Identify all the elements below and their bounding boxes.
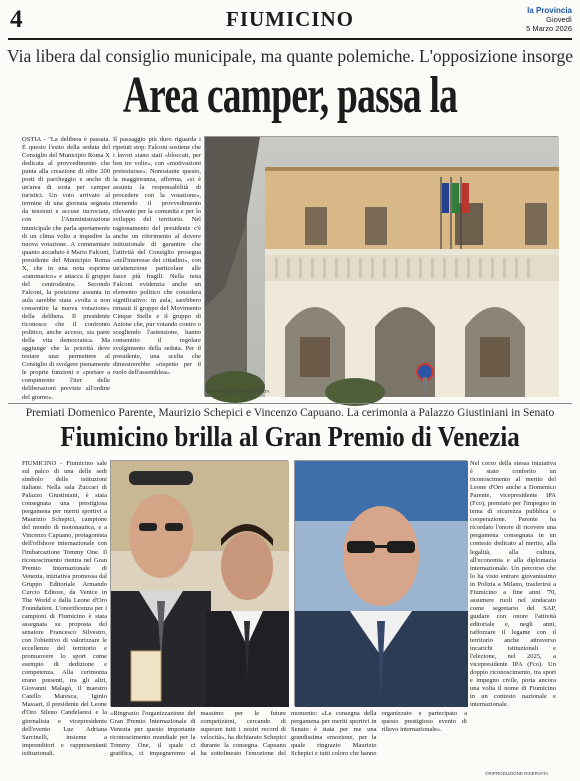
article2-column-1 [22, 460, 107, 772]
article1-column-2 [113, 136, 201, 394]
article2-column-2 [110, 710, 467, 774]
article1-kicker: Via libera dal consiglio municipale, ma quante polemiche. L'opposizione insorge [7, 46, 573, 66]
section-title: FIUMICINO [226, 7, 354, 31]
article-divider [8, 403, 572, 404]
newspaper-brand: la Provincia [527, 6, 572, 15]
page-number: 4 [10, 6, 23, 33]
town-hall-photo [204, 136, 558, 396]
masthead [526, 6, 572, 33]
article2-kicker: Premiati Domenico Parente, Maurizio Schepici e Vincenzo Capuano. La cerimonia a Palazzo Giustiniani in Senato [25, 407, 555, 419]
article2-photo-credit: ©RIPRODUZIONE RISERVATA [485, 771, 549, 776]
domenico-parente-photo [294, 460, 467, 706]
article1-text-col1: OSTIA - "La delibera è passata. È questo l'esito della seduta del Consiglio del Municipio Roma X dedicata al provvedimento che punta alla creazione di oltre 200 posti di parcheggio e anche di un'area di sosta per camper turistici. Un voto arrivato al termine di una giornata segnata da tensioni e accuse incrociate, con l'Amministrazione municipale che parla apertamente di un clima volto a impedire la nuova votazione. A commentare quanto accaduto è Mario Falconi, presidente del Municipio Roma X, che in una nota esprime «rammarico» e attacca il gruppo del centrodestra. Secondo Falconi, la posizione assunta in aula sarebbe stata «volta a non consentire la nuova votazione» della delibera. Il presidente riconosce che il confronto politico, anche acceso, sia parte della vita democratica. Ma aggiunge che la priorità deve restare una: permettere al Consiglio di svolgere pienamente le proprie funzioni e «portare a compimento l'iter delle deliberazioni previste all'ordine del giorno». [22, 136, 110, 401]
article2-headline: Fiumicino brilla al Gran Premio di Venezia [60, 421, 520, 453]
article2-text-col1: FIUMICINO - Fiumicino sale sul palco di una delle sedi simbolo delle istituzioni italiane. Nella sala Zuccari di Palazzo Giustiniani, è stata consegnata una prestigiosa pergamena per meriti sportivi a Maurizio Schepici, campione del mondo di motonautica, e a Vincenzo Capuano, protagonista dell'offshore internazionale con l'imbarcazione Tommy One. Il riconoscimento rientra nel Gran Premio Internazionale di Venezia, iniziativa promossa dal Gruppo Editoriale Armando Curcio Editore, da Venice in The World e dalla Leone d'Oro Foundation. L'onorificenza per i campioni di Fiumicino è stata assegnata su proposta del senatore Francesco Silvestro, con l'obiettivo di valorizzare le eccellenze del territorio e promuovere lo sport come esempio di dedizione e competenza. Alla cerimonia erano presenti, tra gli altri, Giovanni Malagò, il maestro Catello Maresca, Iginio Massari, il presidente del Leone d'Oro Sileno Candelaresi e la giornalista e vicepresidente dell'evento Luz Adriana Sarcinelli, insieme a imprenditori e rappresentanti istituzionali. [22, 460, 107, 757]
award-winners-photo [110, 460, 288, 706]
article1-column-1 [22, 136, 110, 401]
article2-text-col2: «Ringrazio l'organizzazione del Gran Premio Internazionale di Venezia per questo importante riconoscimento mondiale per la Tommy One, il quale ci gratifica, ci impegneremo al massimo per le future competizioni, cercando di superare tutti i nostri record di velocità», ha dichiarato Schepici durante la consegna. Capuano ha sottolineato l'emozione del momento: «La consegna della pergamena per meriti sportivi in Senato è stata per me una grandissima emozione, per la quale ringrazio Maurizio Schepici e tutti coloro che hanno organizzato e partecipato a questo prestigioso evento di rilievo internazionale». [110, 710, 467, 758]
issue-date: 5 Marzo 2026 [526, 24, 572, 33]
article2-text-col3: Nel corso della stessa iniziativa è stato conferito un riconoscimento al merito del Leone d'Oro anche a Domenico Parente, vicepresidente IPA (Fco), premiato per l'impegno in tema di sicurezza pubblica e cooperazione. Parente ha ricordato l'onore di ricevere una pergamena consegnata in un contesto dedicato al merito, alla legalità, alla cultura, all'economia e alla diplomazia internazionale. Un percorso che lo ha visto entrare giovanissimo in Polizia a Milano, trasferirsi a Fiumicino a fine anni '70, assumere ruoli nel sindacato come segretario del SAP, guidare con onore l'attività editoriale e, negli anni, rafforzare il legame con il territorio anche attraverso incarichi istituzionali e l'elezione, nel 2025, a vicepresidente IPA (Fco). Un doppio riconoscimento, tra sport e impegno civile, porta ancora una volta il nome di Fiumicino in un contesto nazionale e internazionale. [470, 460, 556, 709]
article1-photo-credit: ©RIPRODUZIONE RISERVATA [206, 389, 270, 394]
article2-column-3 [470, 460, 556, 772]
article1-text-col2: Il passaggio più duro riguarda i ripetuti stop: Falconi sostiene che i lavori siano stati «bloccati, per ben tre volte», con «motivazioni pretestuose». Nonostante questo, la maggioranza, afferma, «si è assunta la responsabilità di procedere con la votazione», ritenendo il provvedimento rilevante per la comunità e per lo sviluppo del territorio. Nel ragionamento del presidente c'è anche un riferimento al dovere istituzionale di garantire che l'attività del Consiglio prosegua «nell'interesse dei cittadini», con un'attenzione particolare alle fasce più fragili. Nella nota Falconi evidenzia anche un elemento politico che considera significativo: in aula, sarebbero rimasti il gruppo del Movimento Cinque Stelle e il gruppo di Azione che, pur votando contro o scegliendo l'astensione, hanno consentito il regolare svolgimento della seduta. Per il presidente, una scelta che dimostrerebbe «rispetto per il ruolo dell'assemblea». [113, 136, 201, 377]
article1-headline: Area camper, passa la [122, 67, 458, 124]
header-rule [8, 38, 572, 40]
issue-day: Giovedì [546, 15, 572, 24]
